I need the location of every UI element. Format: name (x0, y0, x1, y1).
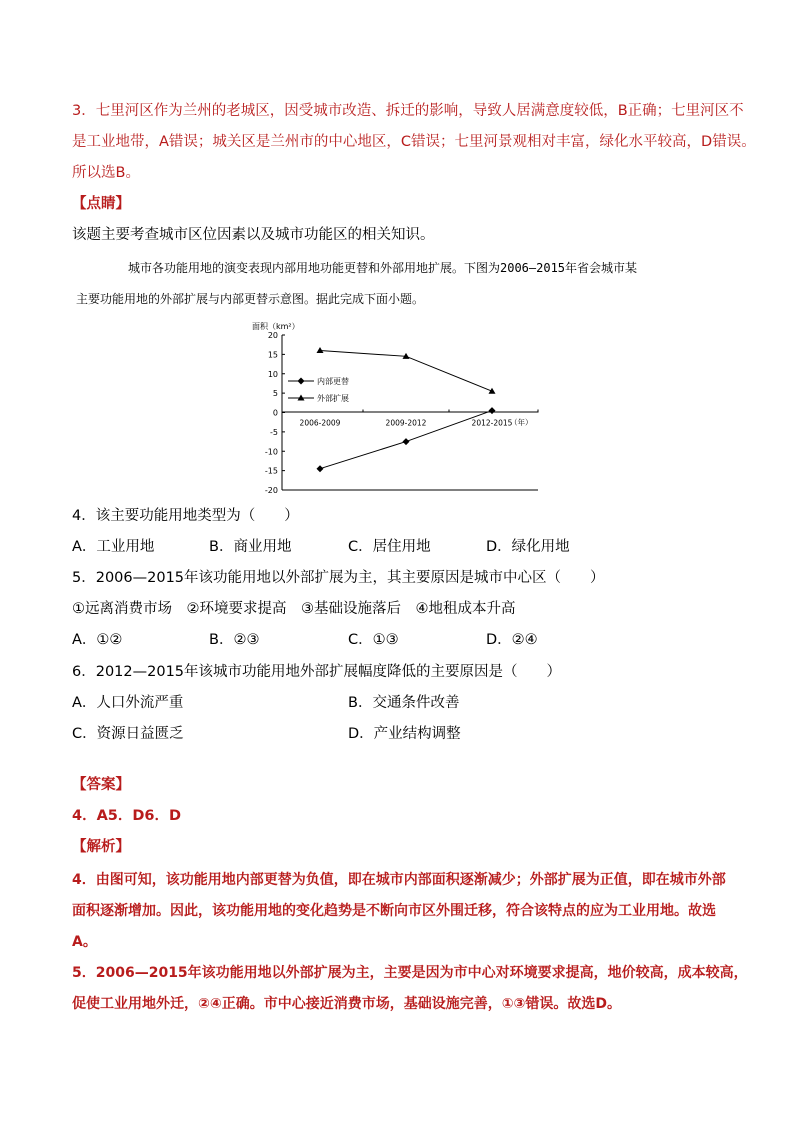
analysis-q4-line-2: 面积逐渐增加。因此，该功能用地的变化趋势是不断向市区外围迁移，符合该特点的应为工业用地。故选 (72, 903, 716, 919)
q5-option-b: B．②③ (209, 632, 260, 648)
y-tick-label: 0 (272, 408, 278, 418)
q4-option-c: C．居住用地 (348, 539, 431, 555)
answer-text: 4．A5．D6．D (72, 808, 182, 824)
q6-option-a: A．人口外流严重 (72, 695, 184, 711)
y-tick-label: -20 (264, 486, 278, 495)
q6-option-d: D．产业结构调整 (348, 726, 461, 742)
q6-option-c: C．资源日益匮乏 (72, 726, 184, 742)
internal-point-1 (317, 465, 324, 472)
y-tick-label: 10 (267, 369, 278, 379)
y-tick-label: -15 (264, 466, 278, 476)
q5-stem: 5．2006—2015年该功能用地以外部扩展为主，其主要原因是城市中心区（ ） (72, 570, 605, 586)
y-tick-label: 20 (267, 331, 278, 340)
y-axis-title: 面积（km²） (252, 322, 300, 331)
analysis-heading: 【解析】 (72, 839, 130, 855)
q6-stem: 6．2012—2015年该城市功能用地外部扩展幅度降低的主要原因是（ ） (72, 664, 562, 680)
x-axis-unit: （年） (510, 418, 533, 427)
y-tick-label: -10 (264, 447, 278, 457)
internal-point-2 (403, 438, 410, 445)
q4-option-b: B．商业用地 (209, 539, 292, 555)
analysis-q5-line-1: 5．2006—2015年该功能用地以外部扩展为主，主要是因为市中心对环境要求提高，地价较高，成本较高， (72, 965, 748, 981)
y-tick-label: -5 (270, 427, 278, 437)
q4-option-a: A．工业用地 (72, 539, 155, 555)
x-tick-label: 2006-2009 (299, 418, 341, 428)
y-tick-label: 5 (272, 389, 278, 399)
q5-items: ①远离消费市场 ②环境要求提高 ③基础设施落后 ④地租成本升高 (72, 601, 516, 617)
q5-option-c: C．①③ (348, 632, 399, 648)
dianjing-heading: 【点睛】 (72, 196, 130, 212)
q4-stem: 4．该主要功能用地类型为（ ） (72, 508, 299, 524)
q5-option-d: D．②④ (486, 632, 538, 648)
dianjing-text: 该题主要考查城市区位因素以及城市功能区的相关知识。 (72, 227, 435, 243)
analysis-q5-line-2: 促使工业用地外迁，②④正确。市中心接近消费市场，基础设施完善，①③错误。故选D。 (72, 996, 622, 1012)
q3-explanation-line-2: 是工业地带，A错误；城关区是兰州市的中心地区，C错误；七里河景观相对丰富，绿化水平较高，D错误。 (72, 134, 756, 150)
area-change-chart (248, 318, 548, 498)
answer-heading: 【答案】 (72, 777, 130, 793)
q3-explanation-line-1: 3．七里河区作为兰州的老城区，因受城市改造、拆迁的影响，导致人居满意度较低，B正确；七里河区不 (72, 103, 744, 119)
legend-label-internal: 内部更替 (317, 377, 349, 386)
x-tick-label: 2012-2015 (471, 418, 513, 428)
analysis-q4-line-3: A。 (72, 934, 97, 950)
analysis-q4-line-1: 4．由图可知，该功能用地内部更替为负值，即在城市内部面积逐渐减少；外部扩展为正值，即在城市外部 (72, 872, 726, 888)
legend-marker-diamond (298, 378, 305, 385)
q4-option-d: D．绿化用地 (486, 539, 570, 555)
y-tick-label: 15 (267, 350, 278, 360)
external-point-1 (317, 347, 324, 353)
x-tick-label: 2009-2012 (385, 418, 427, 428)
intro-line-2: 主要功能用地的外部扩展与内部更替示意图。据此完成下面小题。 (76, 292, 425, 306)
intro-line-1: 城市各功能用地的演变表现内部用地功能更替和外部用地扩展。下图为2006—2015年省会城市某 (128, 261, 638, 275)
q6-option-b: B．交通条件改善 (348, 695, 460, 711)
q3-explanation-line-3: 所以选B。 (72, 165, 140, 181)
q5-option-a: A．①② (72, 632, 123, 648)
internal-point-3 (489, 407, 496, 414)
legend-label-external: 外部扩展 (317, 394, 349, 403)
